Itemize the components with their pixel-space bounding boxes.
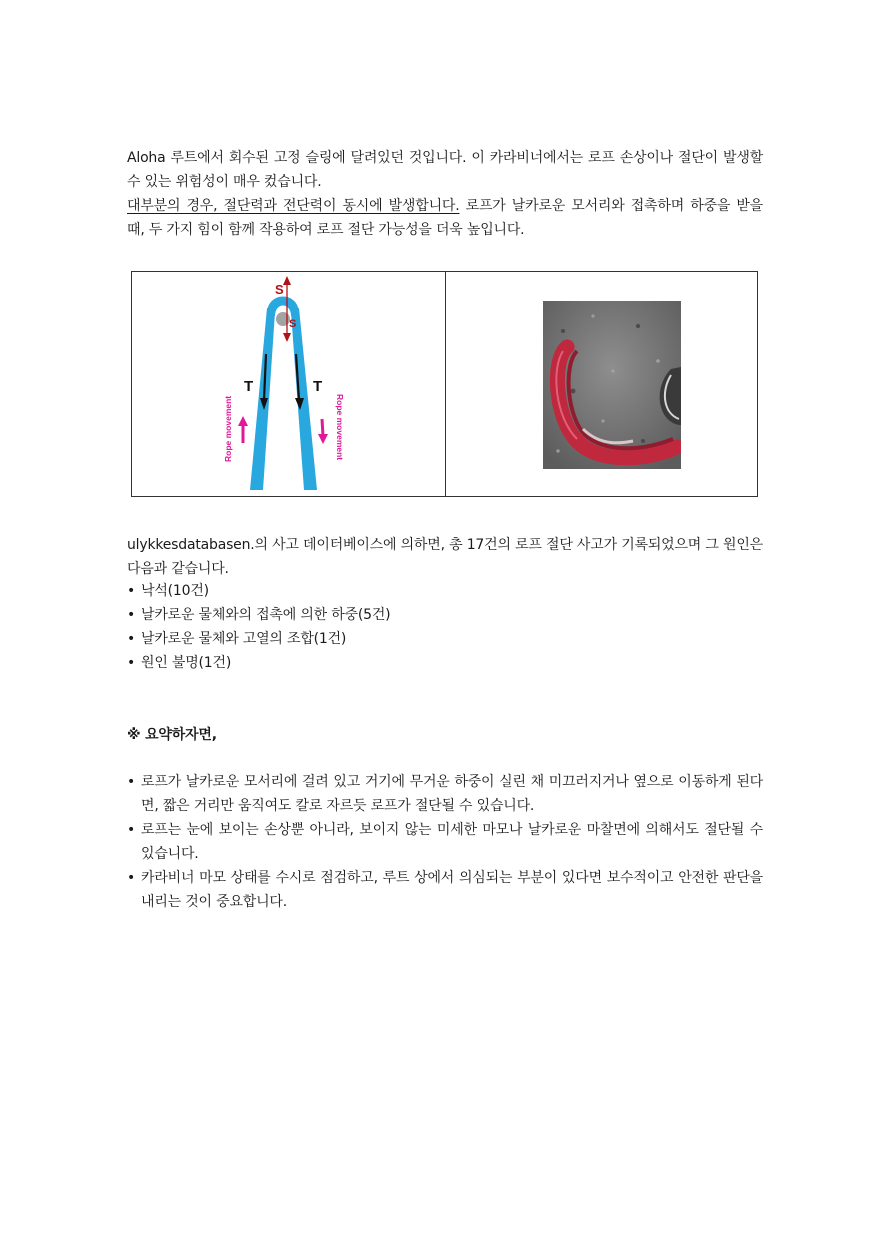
label-t-left: T <box>244 378 254 395</box>
rope-force-diagram <box>132 272 445 496</box>
summary-heading: ※ 요약하자면, <box>127 727 217 743</box>
movement-right-arrow <box>318 434 328 444</box>
label-s-top: S <box>275 282 284 297</box>
movement-left-arrow <box>238 416 248 426</box>
list-item: • 날카로운 물체와 고열의 조합(1건) <box>127 627 763 651</box>
worn-carabiner-photo <box>543 301 681 469</box>
bullet-icon: • <box>127 870 136 886</box>
bullet-icon: • <box>127 822 136 838</box>
rope-right-leg <box>291 308 317 490</box>
list-item: • 카라비너 마모 상태를 수시로 점검하고, 루트 상에서 의심되는 부분이 있다면 보수적이고 안전한 판단을 내리는 것이 중요합니다. <box>127 866 763 914</box>
bullet-icon: • <box>127 631 136 647</box>
label-t-right: T <box>313 378 323 395</box>
list-item: • 원인 불명(1건) <box>127 651 763 675</box>
intro-line: Aloha 루트에서 회수된 고정 슬링에 달려있던 것입니다. 이 카라비너에서는 로프 손상이나 절단이 발생할 수 있는 위험성이 매우 컸습니다. <box>127 150 763 190</box>
intro-rest: 로프가 날카로운 모서리와 접촉하며 하중을 받을 때, 두 가지 힘이 함께 작용하여 로프 절단 가능성을 더욱 높입니다. <box>127 198 763 238</box>
list-item: • 로프는 눈에 보이는 손상뿐 아니라, 보이지 않는 미세한 마모나 날카로운 마찰면에 의해서도 절단될 수 있습니다. <box>127 818 763 866</box>
force-arrow-down <box>283 333 291 342</box>
bullet-icon: • <box>127 583 136 599</box>
force-arrow-up <box>283 276 291 285</box>
carabiner-photo-cell <box>446 272 757 496</box>
figure-table <box>131 271 758 497</box>
list-item: • 로프가 날카로운 모서리에 걸려 있고 거기에 무거운 하중이 실린 채 미끄러지거나 옆으로 이동하게 된다면, 짧은 거리만 움직여도 칼로 자르듯 로프가 절단될 수 있습니다. <box>127 770 763 818</box>
movement-right-line <box>322 419 323 436</box>
bullet-icon: • <box>127 774 136 790</box>
intro-paragraph <box>127 146 763 242</box>
rope-force-diagram-cell <box>132 272 446 496</box>
rope-movement-left-label: Rope movement <box>223 395 233 462</box>
list-item: • 낙석(10건) <box>127 579 763 603</box>
bullet-icon: • <box>127 655 136 671</box>
accident-cause-list <box>127 579 763 675</box>
summary-list <box>127 770 763 914</box>
rope-movement-right-label: Rope movement <box>335 394 345 461</box>
intro-underlined-sentence: 대부분의 경우, 절단력과 전단력이 동시에 발생합니다. <box>127 198 460 214</box>
bullet-icon: • <box>127 607 136 623</box>
label-s-inner: S <box>289 318 297 330</box>
accidents-intro: ulykkesdatabasen.의 사고 데이터베이스에 의하면, 총 17건의 로프 절단 사고가 기록되었으며 그 원인은 다음과 같습니다. <box>127 537 763 577</box>
carabiner-section <box>276 312 290 326</box>
list-item: • 날카로운 물체와의 접촉에 의한 하중(5건) <box>127 603 763 627</box>
